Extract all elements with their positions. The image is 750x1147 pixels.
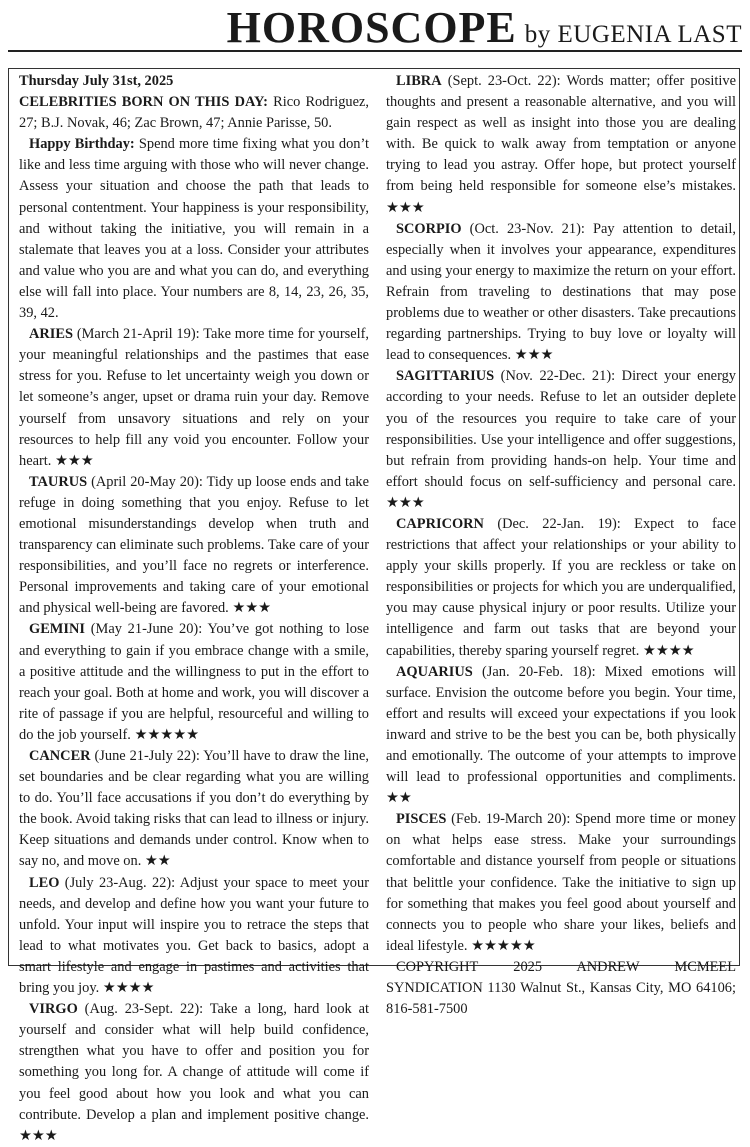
sign-scorpio: [386, 219, 736, 367]
sign-leo: [19, 873, 369, 1000]
sign-dates: (May 21-June 20):: [84, 621, 203, 638]
sign-name: LIBRA: [396, 73, 442, 89]
sign-gemini: [19, 619, 369, 746]
sign-aries: [19, 324, 369, 472]
sign-name: AQUARIUS: [396, 663, 473, 680]
sign-pisces: [386, 809, 736, 957]
sign-text: Direct your energy according to your needs. Refuse to let an outsider deplete you of the resources you require to take care of your responsibilities. Use your intelligence and offer suggestions, but refrain from providing hands-on help. Your time and effort should focus on self-sufficiency and personal care. ★★★: [386, 368, 736, 511]
sign-text: Expect to face restrictions that affect your relationships or your ability to apply your skills properly. If you are reckless or take on responsibilities or projects for which you are underqualified, you may cause physical injury or poor results. Utilize your intelligence and farm out tasks that are beyond your capabilities, thereby sparing yourself regret. ★★★★: [386, 515, 736, 659]
sign-dates: (Sept. 23-Oct. 22):: [441, 73, 561, 89]
sign-capricorn: [386, 514, 736, 662]
copyright-notice: COPYRIGHT 2025 ANDREW MCMEEL SYNDICATION 1130 Walnut St., Kansas City, MO 64106; 816-581-7500: [386, 958, 736, 1018]
sign-name: CAPRICORN: [396, 515, 484, 532]
sign-name: GEMINI: [29, 621, 85, 638]
celebrities-text: Rico Rodriguez, 27; B.J. Novak, 46; Zac Brown, 47; Annie Parisse, 50.: [19, 94, 369, 132]
left-column: [19, 71, 369, 1147]
sign-dates: (Jan. 20-Feb. 18):: [472, 663, 596, 680]
sign-name: TAURUS: [29, 473, 88, 490]
sign-name: CANCER: [29, 748, 91, 764]
sign-taurus: [19, 472, 369, 620]
sign-dates: (Feb. 19-March 20):: [446, 811, 571, 828]
byline: by EUGENIA LAST: [524, 21, 742, 48]
sign-text: You’ve got nothing to lose and everything to gain if you embrace change with a smile, a positive attitude and the willingness to put in the effort to reach your goal. Both at home and work, you will discover a rite of passage if you are helpful, resourceful and willing to do the job yourself. ★★★★★: [19, 621, 369, 743]
sign-name: LEO: [29, 874, 60, 891]
sign-text: Tidy up loose ends and take refuge in doing something that you enjoy. Refuse to let emotional misunderstandings develop when truth and transparency can eliminate such problems. Take care of your responsibilities, and you’ll face no regrets or interference. Personal improvements and taking care of your emotional and physical well-being are favored. ★★★: [19, 473, 369, 617]
sign-dates: (Dec. 22-Jan. 19):: [483, 515, 621, 532]
sign-text: Take a long, hard look at yourself and consider what will help build confidence, strengthen what you have to offer and position you for something you long for. A change of attitude will come if you feel good about how you look and what you can contribute. Develop a plan and implement positive change. ★★★: [19, 1001, 369, 1144]
sign-dates: (June 21-July 22):: [90, 748, 200, 764]
sign-text: Spend more time or money on what helps ease stress. Make your surroundings comfortable and distance yourself from people or situations that belittle your confidence. Take the initiative to sign up for something that makes you feel good about yourself and connects you to people who share your likes, beliefs and ideal lifestyle. ★★★★★: [386, 811, 736, 954]
sign-aquarius: [386, 662, 736, 810]
sign-text: Pay attention to detail, especially when it involves your appearance, expenditures and using your energy to maximize the return on your effort. Refrain from traveling to destinations that may pose problems due to weather or other disasters. Take precautions regarding partnerships. Trying to buy love or loyalty will lead to consequences. ★★★: [386, 220, 736, 364]
horoscope-box: [8, 68, 740, 1144]
page-header: [8, 3, 742, 52]
sign-dates: (Aug. 23-Sept. 22):: [77, 1001, 204, 1018]
sign-sagittarius: [386, 366, 736, 514]
sign-text: You’ll have to draw the line, set boundaries and be clear regarding what you are willing to do. You’ll face accusations if you don’t do everything by the book. Avoid taking risks that can lead to illness or injury. Keep situations and demands under control. Know when to say no, and move on. ★★: [19, 748, 369, 870]
sign-text: Mixed emotions will surface. Envision the outcome before you begin. Your time, effort and results will exceed your expectations if you look inward and strive to be the best you can be, both physically and emotionally. The outcome of your attempts to improve will lead to professional opportunities and compliments. ★★: [386, 663, 736, 807]
celebrities-paragraph: [19, 92, 369, 134]
sign-text: Adjust your space to meet your needs, and develop and define how you want your future to unfold. Your input will inspire you to retrace the steps that lead to what motivates you. Get back to basics, adopt a smart lifestyle and engage in pastimes and activities that bring you joy. ★★★★: [19, 874, 369, 997]
right-column: [386, 71, 736, 1020]
sign-text: Words matter; offer positive thoughts and present a reasonable alternative, and you will gain respect as well as insight into those you are dealing with. Be quick to walk away from temptation or anyone trying to lead you astray. Offer hope, but protect yourself from being held responsible for someone else’s mistakes. ★★★: [386, 73, 736, 216]
sign-dates: (Nov. 22-Dec. 21):: [494, 368, 616, 385]
birthday-text: Spend more time fixing what you don’t like and less time arguing with those who will never change. Assess your situation and choose the path that leads to personal contentment. Your happiness is your responsibility, and without taking the initiative, you will remain in a stalemate that leaves you at a loss. Consider your attributes and value who you are and what you can do, and everything else will fall into place. Your numbers are 8, 14, 23, 26, 35, 39, 42.: [19, 136, 369, 322]
sign-name: VIRGO: [29, 1001, 78, 1018]
sign-name: ARIES: [29, 326, 73, 343]
celebrities-label: CELEBRITIES BORN ON THIS DAY:: [19, 94, 268, 111]
sign-text: Take more time for yourself, your meaningful relationships and the pastimes that ease stress for you. Refuse to let uncertainty weigh you down or let someone’s anger, upset or drama ruin your day. Remove yourself from unsavory situations and rely on your resources to help fill any void you encounter. Follow your heart. ★★★: [19, 326, 369, 469]
sign-name: SAGITTARIUS: [396, 368, 495, 385]
sign-name: PISCES: [396, 811, 447, 828]
sign-dates: (April 20-May 20):: [87, 473, 203, 490]
page-title: HOROSCOPE: [226, 3, 517, 52]
sign-libra: [386, 71, 736, 219]
birthday-label: Happy Birthday:: [29, 136, 135, 153]
sign-dates: (July 23-Aug. 22):: [59, 874, 176, 891]
header-title-group: [226, 3, 742, 52]
sign-cancer: [19, 746, 369, 873]
sign-name: SCORPIO: [396, 220, 462, 237]
birthday-paragraph: [19, 134, 369, 324]
date-line: Thursday July 31st, 2025: [19, 73, 174, 89]
sign-dates: (March 21-April 19):: [73, 326, 200, 343]
sign-virgo: [19, 999, 369, 1147]
sign-dates: (Oct. 23-Nov. 21):: [461, 220, 585, 237]
